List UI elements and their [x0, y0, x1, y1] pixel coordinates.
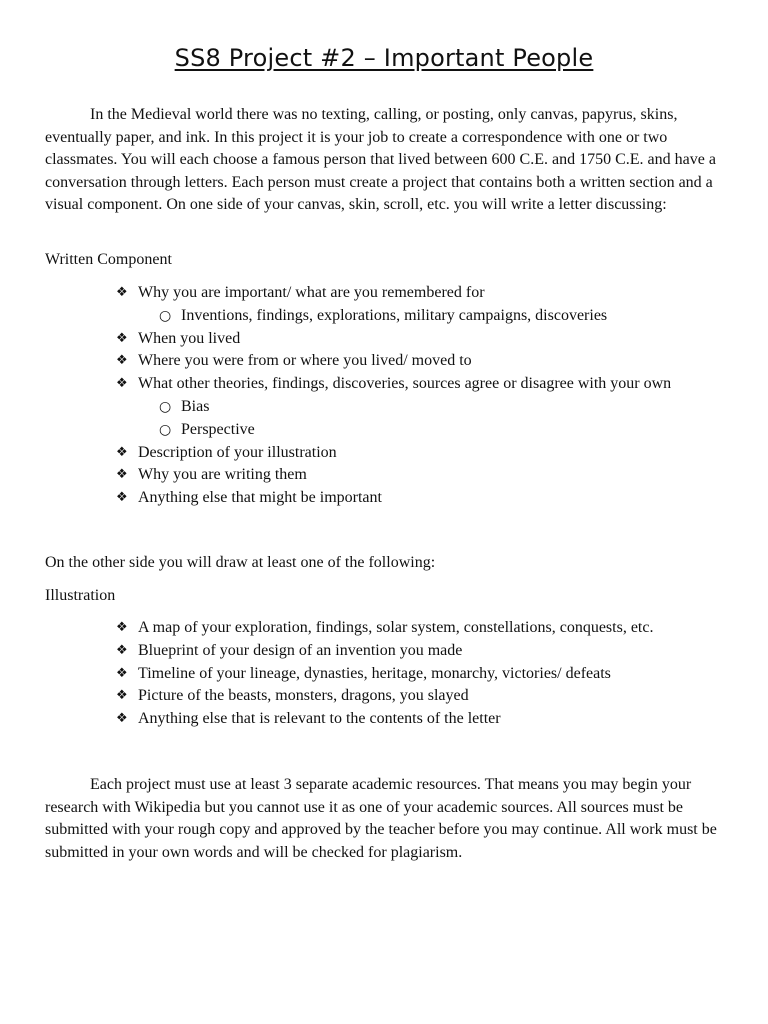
list-item-text: Where you were from or where you lived/ moved to	[138, 352, 472, 370]
four-diamond-bullet-icon: ❖	[116, 642, 128, 658]
four-diamond-bullet-icon: ❖	[116, 620, 128, 635]
list-item	[0, 305, 768, 328]
four-diamond-bullet-icon: ❖	[116, 467, 128, 483]
written-component-list	[0, 282, 768, 510]
intro-text: In the Medieval world there was no texting, calling, or posting, only canvas, papyrus, skins, eventually paper, and ink. In this project it is your job to create a correspondence with one or two classmates. You will each choose a famous person that lived between 600 C.E. and 1750 C.E. and have a conversation through letters. Each person must create a project that contains both a written section and a visual component. On one side of your canvas, skin, scroll, etc. you will write a letter discussing:	[45, 106, 716, 213]
four-diamond-bullet-icon: ❖	[116, 711, 128, 727]
list-item	[0, 282, 768, 305]
other-side-text: On the other side you will draw at least one of the following:	[45, 554, 436, 571]
hollow-circle-bullet-icon: ○	[159, 398, 172, 415]
list-item	[0, 419, 768, 442]
list-item-text: Why you are important/ what are you remembered for	[138, 284, 485, 301]
list-item-text: Description of your illustration	[138, 443, 337, 461]
list-item-text: Anything else that is relevant to the contents of the letter	[138, 710, 501, 728]
hollow-circle-bullet-icon: ○	[159, 307, 172, 324]
four-diamond-bullet-icon: ❖	[116, 444, 128, 460]
four-diamond-bullet-icon: ❖	[116, 376, 128, 392]
intro-paragraph	[45, 104, 735, 217]
four-diamond-bullet-icon: ❖	[116, 490, 128, 506]
illustration-heading: Illustration	[45, 587, 116, 604]
list-item	[0, 617, 768, 640]
list-item	[0, 373, 768, 396]
list-item	[0, 396, 768, 419]
list-item-text: What other theories, findings, discoveries, sources agree or disagree with your own	[138, 375, 672, 393]
list-item	[0, 350, 768, 373]
list-item-text: Anything else that might be important	[138, 489, 382, 507]
illustration-list	[0, 617, 768, 731]
list-item	[0, 442, 768, 465]
written-component-heading: Written Component	[45, 251, 172, 268]
list-item	[0, 487, 768, 510]
page-title: SS8 Project #2 – Important People	[174, 44, 594, 72]
hollow-circle-bullet-icon: ○	[159, 421, 172, 438]
list-item-text: Why you are writing them	[138, 466, 307, 484]
list-item-text: When you lived	[138, 329, 241, 347]
list-item-text: Perspective	[181, 420, 255, 438]
list-item-text: Timeline of your lineage, dynasties, heritage, monarchy, victories/ defeats	[138, 664, 611, 682]
four-diamond-bullet-icon: ❖	[116, 353, 128, 369]
four-diamond-bullet-icon: ❖	[116, 285, 128, 300]
closing-paragraph	[45, 774, 735, 864]
list-item	[0, 708, 768, 731]
list-item-text: Blueprint of your design of an invention you made	[138, 641, 463, 659]
list-item-text: A map of your exploration, findings, solar system, constellations, conquests, etc.	[138, 619, 654, 636]
four-diamond-bullet-icon: ❖	[116, 665, 128, 681]
four-diamond-bullet-icon: ❖	[116, 330, 128, 346]
list-item-text: Inventions, findings, explorations, military campaigns, discoveries	[181, 306, 608, 324]
list-item	[0, 663, 768, 686]
list-item	[0, 685, 768, 708]
four-diamond-bullet-icon: ❖	[116, 688, 128, 704]
list-item	[0, 640, 768, 663]
list-item-text: Picture of the beasts, monsters, dragons, you slayed	[138, 687, 469, 705]
list-item	[0, 464, 768, 487]
closing-text: Each project must use at least 3 separate academic resources. That means you may begin your research with Wikipedia but you cannot use it as one of your academic sources. All sources must be submitted with your rough copy and approved by the teacher before you may continue. All work must be submitted in your own words and will be checked for plagiarism.	[45, 776, 717, 861]
list-item	[0, 328, 768, 351]
list-item-text: Bias	[181, 397, 210, 415]
